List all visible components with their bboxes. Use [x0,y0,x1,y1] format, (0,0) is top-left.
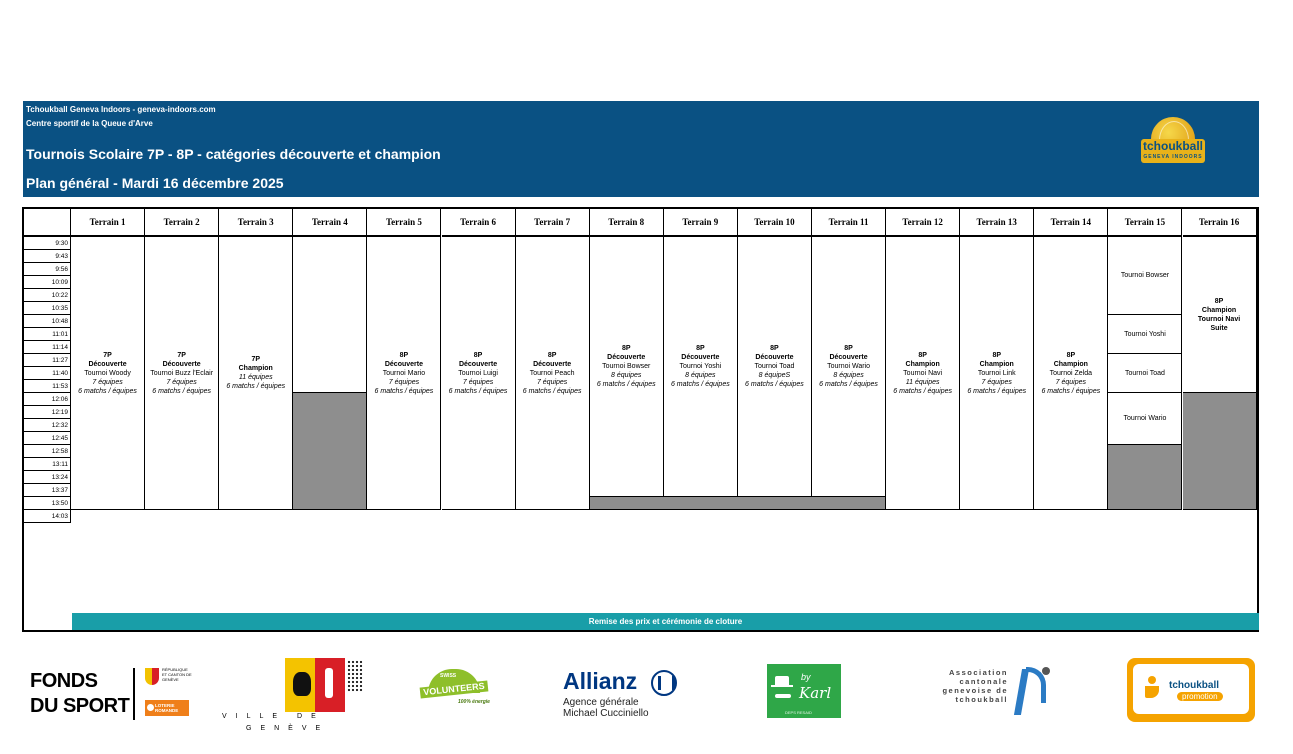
acgt-line-3: genevoise de [942,686,1008,695]
block-line: 7P [103,351,112,359]
block-line: 7P [177,351,186,359]
block-line: Découverte [829,354,868,361]
volunteers-text: VOLUNTEERS [420,680,489,698]
acgt-mark-icon [1016,665,1054,717]
block-line: Tournoi Zelda [1049,369,1093,377]
promo-word: tchoukball [1169,680,1220,691]
block-line: Tournoi Bowser [602,363,651,370]
block-line: 11 équipes [238,374,273,381]
block-line: Tournoi Navi [1197,315,1241,323]
block-line: 7P [251,356,261,363]
header-venue-line: Centre sportif de la Queue d'Arve [26,119,153,128]
block-line: Tournoi Wario [827,363,871,370]
block-line: Découverte [162,360,201,368]
tournament-block [664,237,738,497]
time-label: 11:40 [24,367,71,380]
tchoukball-promotion-logo [1127,658,1255,722]
terrain-header: Terrain 3 [219,209,293,237]
dot-pattern-icon [347,660,363,692]
terrain-header: Terrain 15 [1108,209,1182,237]
tournament-block [71,237,145,510]
tournament-block [1108,315,1182,354]
block-line: 11 équipes [905,378,940,386]
terrain-header: Terrain 14 [1034,209,1108,237]
terrain-header: Terrain 6 [442,209,516,237]
canton-text: RÉPUBLIQUE ET CANTON DE GENÈVE [162,667,192,682]
geneve-text: GENÈVE [246,725,330,732]
time-label: 9:43 [24,250,71,263]
block-line: 6 matchs / équipes [78,387,137,395]
ceremony-row: Remise des prix et cérémonie de cloture [72,613,1259,630]
block-line: 7 équipes [536,378,568,386]
block-line: Suite [1210,324,1228,332]
block-line: 8P [473,351,483,359]
time-label: 9:30 [24,237,71,250]
time-label: 12:58 [24,445,71,458]
tournament-block [442,237,516,510]
by-karl-logo [767,664,841,718]
loterie-romande-badge: LOTERIE ROMANDE [145,700,189,716]
time-label: 12:32 [24,419,71,432]
unused-slot [1183,393,1257,510]
block-line: 8P [1214,297,1224,305]
block-line: 7 équipes [388,378,420,386]
du-sport-word: DU SPORT [30,695,130,717]
energie-text: 100% énergie [458,699,490,705]
block-line: Tournoi Toad [1124,369,1165,377]
terrain-header: Terrain 7 [516,209,590,237]
block-line: Tournoi Buzz l'Eclair [150,369,214,377]
block-line: 6 matchs / équipes [670,381,730,388]
block-line: 6 matchs / équipes [374,387,434,395]
time-label: 13:37 [24,484,71,497]
time-label: 11:01 [24,328,71,341]
block-line: 6 matchs / équipes [152,387,212,395]
allianz-word: Allianz [563,668,638,694]
tournament-block [145,237,219,510]
logo-word: tchoukball [1142,139,1203,153]
time-label: 13:24 [24,471,71,484]
tournament-block [590,237,664,497]
allianz-agence: Agence générale [563,697,639,708]
block-line: Découverte [681,354,720,361]
fonds-divider [133,668,135,720]
tournament-block [1108,354,1182,393]
block-line: Tournoi Peach [529,369,575,377]
tournament-block [1183,237,1257,393]
block-line: 8P [844,345,853,352]
terrain-header: Terrain 10 [738,209,812,237]
mustache-icon [775,694,791,698]
block-line: 6 matchs / équipes [1041,387,1101,395]
acgt-line-1: Association [948,668,1008,677]
block-line: 6 matchs / équipes [596,381,656,388]
block-line: 8P [1066,351,1076,359]
terrain-header: Terrain 2 [145,209,219,237]
block-line: 7 équipes [1055,378,1087,386]
eagle-icon [293,672,311,696]
block-line: 8 équipes [685,372,716,379]
time-label: 10:09 [24,276,71,289]
block-line: Tournoi Yoshi [679,363,722,370]
tournament-block [812,237,886,497]
header-banner [23,101,1259,197]
swiss-text: SWISS [440,673,457,679]
time-label: 13:50 [24,497,71,510]
fonds-du-sport-logo [28,666,193,724]
block-line: 8P [399,351,409,359]
block-line: Tournoi Mario [382,369,426,377]
terrain-header: Terrain 11 [812,209,886,237]
block-line: 7 équipes [166,378,197,386]
block-line: Tournoi Bowser [1120,272,1170,279]
block-line: Tournoi Navi [903,369,943,377]
block-line: 6 matchs / équipes [522,387,582,395]
block-line: 8 équipeS [758,372,791,379]
hat-icon [775,676,789,686]
tournament-block [1034,237,1108,510]
block-line: Découverte [458,360,498,368]
tournament-block [1108,237,1182,315]
unused-slot [590,497,886,510]
block-line: 8P [918,351,927,359]
allianz-eagle-icon [651,670,677,696]
block-line: Champion [1053,360,1088,368]
block-line: Découverte [88,360,127,368]
ville-de-geneve-logo [222,648,367,738]
acgt-line-2: cantonale [959,677,1008,686]
block-line: Découverte [384,360,423,368]
geneva-shield-icon [285,658,345,712]
terrain-header: Terrain 1 [71,209,145,237]
time-label: 10:35 [24,302,71,315]
block-line: Tournoi Link [977,369,1016,377]
acgt-line-4: tchoukball [955,695,1008,704]
block-line: 8 équipes [611,372,642,379]
block-line: Découverte [607,354,646,361]
block-line: 6 matchs / équipes [967,387,1027,395]
tournament-block [516,237,590,510]
ville-de-text: VILLE DE [222,713,325,720]
time-label: 11:27 [24,354,71,367]
time-label: 11:53 [24,380,71,393]
tournament-block [738,237,812,497]
tchoukball-geneva-indoors-logo [1137,117,1209,181]
allianz-agent: Michael Cucciniello [563,708,649,719]
block-line: 6 matchs / équipes [226,383,286,390]
header-site-line: Tchoukball Geneva Indoors - geneva-indoors.com [26,105,216,114]
time-label: 10:22 [24,289,71,302]
block-line: 7 équipes [92,378,123,386]
terrain-header: Terrain 13 [960,209,1034,237]
terrain-header: Terrain 16 [1183,209,1257,237]
time-label: 12:06 [24,393,71,406]
block-line: 6 matchs / équipes [819,381,878,388]
block-line: Tournoi Woody [84,369,131,377]
schedule-table [22,207,1259,632]
karl-sub-text: DEPS RESAID [785,710,812,715]
allianz-logo [563,668,688,722]
block-line: 6 matchs / équipes [745,381,804,388]
geneva-crest-icon [145,668,159,685]
tournament-block [219,237,293,510]
terrain-header: Terrain 8 [590,209,664,237]
terrain-header: Terrain 12 [886,209,960,237]
block-line: Découverte [533,360,572,368]
block-line: 7 équipes [462,378,494,386]
terrain-header: Terrain 4 [293,209,367,237]
time-label: 10:48 [24,315,71,328]
block-line: 6 matchs / équipes [448,387,508,395]
block-line: Découverte [755,354,794,361]
time-label: 11:14 [24,341,71,354]
time-label: 13:11 [24,458,71,471]
time-label: 9:56 [24,263,71,276]
block-line: Champion [905,360,940,368]
karl-text: Karl [799,684,832,702]
logo-sub: GENEVA INDOORS [1143,154,1203,160]
block-line: 6 matchs / équipes [893,387,953,395]
terrain-header: Terrain 5 [367,209,441,237]
tournament-block [886,237,960,510]
page-title: Tournois Scolaire 7P - 8P - catégories découverte et champion [26,146,441,162]
header-corner [24,209,71,237]
block-line: Tournoi Yoshi [1124,330,1166,338]
by-text: by [801,672,811,682]
tournament-block [293,237,367,393]
block-line: 8P [992,351,1002,359]
block-line: Champion [1201,306,1237,314]
block-line: 8P [696,345,705,352]
block-line: Champion [238,365,273,372]
tournament-block [367,237,441,510]
time-label: 14:03 [24,510,71,523]
block-line: Tournoi Wario [1123,415,1167,422]
block-line: 8P [770,345,779,352]
block-line: Champion [979,360,1014,368]
block-line: 8P [621,345,631,352]
block-line: 8 équipes [833,372,864,379]
time-label: 12:19 [24,406,71,419]
unused-slot [1108,445,1182,510]
block-line: 8P [547,351,557,359]
unused-slot [293,393,367,510]
time-label: 12:45 [24,432,71,445]
tournament-block [960,237,1034,510]
tournament-block [1108,393,1182,445]
block-line: 7 équipes [981,378,1012,386]
acgt-logo [926,663,1058,719]
terrain-header: Terrain 9 [664,209,738,237]
promo-sub: promotion [1177,692,1223,701]
block-line: Tournoi Luigi [458,369,498,377]
page-subtitle: Plan général - Mardi 16 décembre 2025 [26,175,284,191]
player-icon [1143,676,1161,700]
fonds-word: FONDS [30,670,98,692]
swiss-volunteers-logo [418,669,490,711]
block-line: Tournoi Toad [754,363,795,370]
